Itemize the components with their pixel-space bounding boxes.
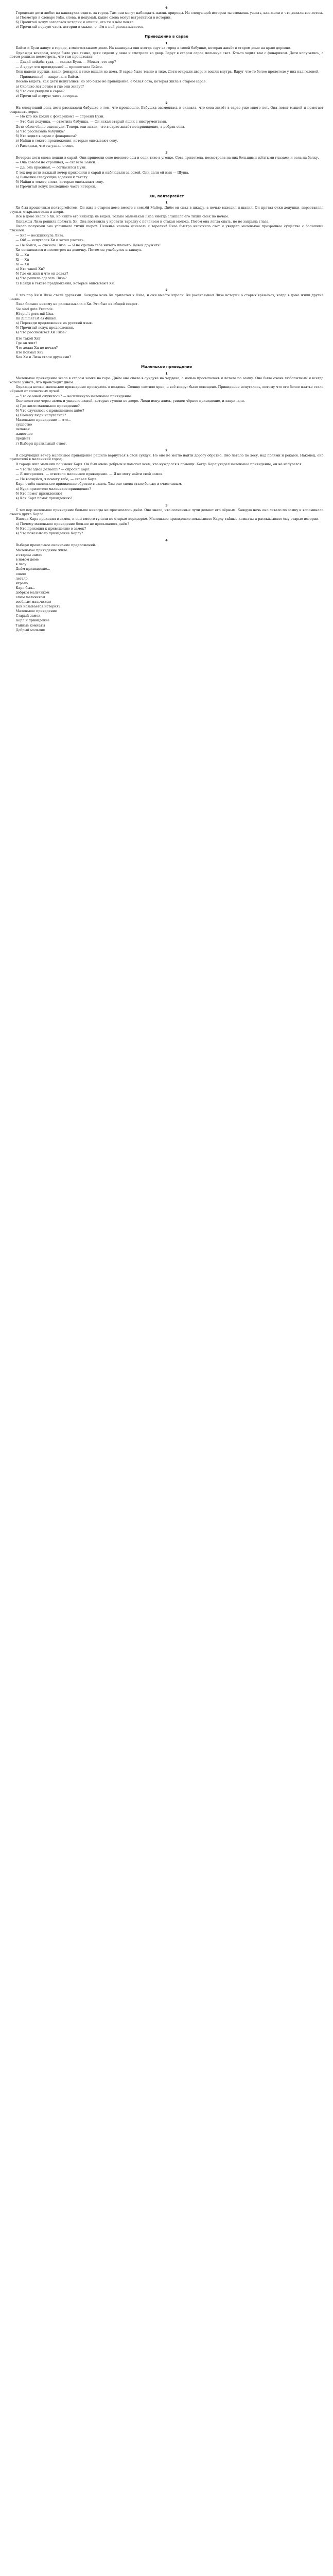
paragraph: Маленькое привидение жило в старом замке на горе. Днём оно спало в сундуке на чердаке, а ночью просыпалось и летало по замку. Оно было очень любопытным и всегда хотело узнать, что происходит днём. xyxy=(9,376,324,384)
paragraph: Около полуночи она услышала тихий шорох. Печенье начало исчезать с тарелки! Лиза быстро включила свет и увидела маленькое прозрачное существо с большими глазами. xyxy=(9,224,324,233)
list-item: Старый замок xyxy=(15,614,41,618)
task-item: а) Где жило маленькое привидение? xyxy=(15,403,80,408)
paragraph: На следующий день дети рассказали бабушке о том, что произошло. Бабушка засмеялась и сказала, что сова живёт в сарае уже много лет. Она ловит мышей и помогает сохранить зерно. xyxy=(9,106,324,114)
task-item: б) Прочитай вслух заголовок истории и опиши, что ты в нём понял. xyxy=(15,20,135,25)
question-item: Как Хи и Лиза стали друзьями? xyxy=(15,355,72,360)
list-item: Тайные комнаты xyxy=(15,623,45,628)
paragraph: Однажды вечером, когда было уже темно, дети сидели у окна и смотрели во двор. Вдруг в старом сарае мелькнул свет. Кто-то ходил там с фонариком. Дети испугались, а потом решили посмотреть, что там происходит. xyxy=(9,50,324,59)
task-item: а) Почему маленькое привидение больше не просыпалось днём? xyxy=(15,522,129,527)
part-number: 3 xyxy=(165,150,168,155)
paragraph: С тех пор Хи и Лиза стали друзьями. Каждую ночь Хи прилетал к Лизе, и они вместе играли. Хи рассказывал Лизе истории о старых временах, когда в доме жили другие люди. xyxy=(9,293,324,301)
list-item: в новом доме xyxy=(15,557,39,562)
part-number: 1 xyxy=(165,371,168,376)
task-item: Карл был… xyxy=(15,585,36,590)
paragraph: — Хи! — воскликнула Лиза. xyxy=(15,233,64,238)
paragraph: — Она совсем не страшная, — сказала Байси. xyxy=(15,160,96,165)
paragraph: Оно полетело через замок и увидело людей, которые гуляли во дворе. Люди испугались, увидев чёрное привидение, и закричали. xyxy=(15,399,245,403)
task-item: в) Как Карл помог привидению? xyxy=(15,496,73,501)
paragraph: Байси и Бузи живут в городе, в многоэтажном доме. На каникулы они всегда едут за город к своей бабушке, которая живёт в старом доме на краю деревни. xyxy=(15,46,292,50)
question-item: Где он жил? xyxy=(15,341,38,346)
paragraph: — Привидение! — закричала Байси. xyxy=(15,74,79,79)
list-item: играло xyxy=(15,581,28,585)
task-item: а) Посмотри в словаре Fabs, слова, и подумай, какие слова могут встретиться в истории. xyxy=(15,15,172,20)
paragraph: — Это был дедушка, — ответила бабушка. — Он искал старый ящик с инструментами. xyxy=(15,120,167,124)
task-item: б) Кто приходил к привидению в замок? xyxy=(15,527,86,531)
paragraph: Хи был крошечным полтергейстом. Он жил в старом доме вместе с семьёй Майер. Днём он спал в шкафу, а ночью выходил и шалил. Он прятал очки дедушки, переставлял стулья, открывал окна и двери. xyxy=(9,206,324,214)
task-item: а) Выполни следующие задания к тексту. xyxy=(15,175,89,180)
list-item: Sie sind gute Freunde. xyxy=(15,307,54,311)
list-item: весёлым мальчиком xyxy=(15,600,51,604)
task-item: Как называется история? xyxy=(15,604,61,609)
list-item: Добрый мальчик xyxy=(15,628,45,632)
list-item: спало xyxy=(15,571,26,576)
part-number: 4 xyxy=(165,538,168,543)
part-number: 2 xyxy=(165,288,168,293)
paragraph: Они надели куртки, взяли фонарик и тихо вышли из дома. В сарае было темно и тихо. Дети открыли дверь и вошли внутрь. Вдруг что-то белое пролетело у них над головой. xyxy=(15,70,320,74)
task-item: в) Что решила сделать Лиза? xyxy=(15,276,67,281)
paragraph: Лиза больше никому не рассказывала о Хи. Это был их общий секрет. xyxy=(15,301,139,306)
list-item: Hi spielt gern mit Lisa. xyxy=(15,311,55,316)
section-number: 6 xyxy=(165,6,168,10)
list-item: Xi — Хи xyxy=(15,262,29,267)
paragraph: Городские дети любят на каникулах ездить за город. Там они могут наблюдать жизнь природы. Из следующей истории ты сможешь узнать, как жили и что делали все летом. xyxy=(15,10,323,15)
list-item: Xi — Хи xyxy=(15,253,29,257)
task-item: Маленькое привидение жило… xyxy=(15,548,71,553)
list-item: Маленькое привидение — это… xyxy=(15,418,72,422)
task-item: а) Кто такой Хи? xyxy=(15,267,45,272)
paragraph: Однажды ночью маленькое привидение проснулось в полдень. Солнце светило ярко, и всё вокруг было освещено. Привидение испугалось, потому что его белое платье стало чёрным от солнечных лучей. xyxy=(9,385,324,394)
paragraph: — Не бойся, — сказала Лиза. — Я не сделаю тебе ничего плохого. Давай дружить! xyxy=(15,243,161,247)
task-item: а) Сколько лет детям и где они живут? xyxy=(15,84,84,89)
paragraph: В следующий вечер маленькое привидение решило вернуться в свой сундук. Но оно не могло найти дорогу обратно. Оно летало по лесу, над полями и реками. Наконец, оно прилетело в маленький город. xyxy=(9,453,324,462)
task-item: в) Почему люди испугались? xyxy=(15,413,66,417)
task-item: в) Прочитай первую часть истории и скажи, о чём в ней рассказывается. xyxy=(15,25,145,29)
task-item: в) Найди в тексте предложения, которые описывают сову. xyxy=(15,139,118,143)
paragraph: — Что со мной случилось? — воскликнуло маленькое привидение. xyxy=(15,394,132,398)
paragraph: — А вдруг это привидение? — прошептала Байси. xyxy=(15,64,103,69)
part-number: 3 xyxy=(165,503,168,507)
list-item: человек xyxy=(15,427,30,432)
paragraph: — Давай пойдём туда, — сказал Бузи. — Может, это вор? xyxy=(15,59,116,64)
part-number: 1 xyxy=(165,41,168,45)
list-item: животное xyxy=(15,432,33,436)
task-item: б) Кто помог привидению? xyxy=(15,492,63,496)
task-item: а) Куда прилетело маленькое привидение? xyxy=(15,486,91,491)
task-item: б) Прочитай вслух предложения. xyxy=(15,325,74,330)
question-item: Что делал Хи по ночам? xyxy=(15,346,58,350)
question-item: Кто такой Хи? xyxy=(15,336,41,341)
list-item: летало xyxy=(15,576,28,581)
paragraph: — Не волнуйся, я помогу тебе, — сказал Карл. xyxy=(15,477,98,481)
story-title: Хи, полтергейст xyxy=(149,193,184,198)
paragraph: Дети облегчённо вздохнули. Теперь они знали, что в сарае живёт не привидение, а добрая сова. xyxy=(15,124,185,129)
story-title: Приведение в сарае xyxy=(145,33,188,39)
paragraph: Все в доме знали о Хи, но никто его никогда не видел. Только маленькая Лиза иногда слышала его тихий смех по ночам. xyxy=(15,214,229,219)
task-item: в) Прочитай вслух последнюю часть истории. xyxy=(15,184,96,189)
task-item: г) Расскажи, что ты узнал о сове. xyxy=(15,143,75,148)
part-number: 1 xyxy=(165,200,168,205)
paragraph: — Я потерялось, — ответило маленькое привидение. — Я не могу найти свой замок. xyxy=(15,472,164,477)
list-item: в лесу xyxy=(15,562,27,567)
list-item: Карл и привидение xyxy=(15,618,50,623)
paragraph: Хи остановился и посмотрел на девочку. Потом он улыбнулся и кивнул. xyxy=(15,248,143,252)
task-item: в) Прочитай вторую часть истории. xyxy=(15,94,78,98)
list-item: существо xyxy=(15,422,32,427)
list-item: Xi — Хи xyxy=(15,258,29,262)
paragraph: Карл отвёл маленькое привидение обратно в замок. Там оно снова стало белым и счастливым. xyxy=(15,482,182,486)
task-item: а) Переведи предложения на русский язык. xyxy=(15,320,93,325)
list-item: Маленькое привидение xyxy=(15,609,57,614)
paragraph: — Да, она красивая, — согласился Бузи. xyxy=(15,165,87,170)
list-item: в старом замке xyxy=(15,553,43,557)
task-item: б) Что они увидели в сарае? xyxy=(15,89,65,93)
document-page xyxy=(10,0,324,640)
task-item: б) Найди в тексте слова, которые описывают сову. xyxy=(15,180,104,184)
list-item: предмет xyxy=(15,436,30,441)
task-item: б) Что случилось с привидением днём? xyxy=(15,408,84,413)
paragraph: — Что ты здесь делаешь? — спросил Карл. xyxy=(15,467,91,471)
list-item: добрым мальчиком xyxy=(15,590,49,595)
task-item: г) Выбери правильный ответ. xyxy=(15,441,67,446)
paragraph: Выбери правильное окончание предложений. xyxy=(15,543,96,548)
task-item: Днём привидение… xyxy=(15,567,50,571)
part-number: 2 xyxy=(165,448,168,453)
paragraph: Весело видеть, как дети испугались, но это было не привидение, а белая сова, которая жила в старом сарае. xyxy=(15,79,207,84)
task-item: б) Кто ходил в сарае с фонариком? xyxy=(15,134,77,139)
task-item: а) Что рассказала бабушка? xyxy=(15,129,65,134)
task-item: г) Найди в тексте предложения, которые описывают Хи. xyxy=(15,281,115,285)
paragraph: С тех пор маленькое привидение больше никогда не просыпалось днём. Оно знало, что солнечные лучи делают его чёрным. Каждую ночь оно летало по замку и вспоминало своего друга Карла. xyxy=(9,508,324,516)
paragraph: — Но кто же ходил с фонариком? — спросил Бузи. xyxy=(15,114,104,119)
paragraph: Иногда Карл приходил в замок, и они вместе гуляли по старым коридорам. Маленькое привидение показывало Карлу тайные комнаты и рассказывало ему старые истории. xyxy=(15,517,320,521)
list-item: Im Zimmer ist es dunkel. xyxy=(15,316,58,320)
part-number: 2 xyxy=(165,100,168,105)
paragraph: — Ой! — испугался Хи и хотел улететь. xyxy=(15,238,85,243)
paragraph: С тех пор дети каждый вечер приходили в сарай и наблюдали за совой. Они дали ей имя — Шуша. xyxy=(15,170,189,175)
task-item: в) Что рассказывал Хи Лизе? xyxy=(15,330,67,334)
paragraph: В городе жил мальчик по имени Карл. Он был очень добрым и помогал всем, кто нуждался в помощи. Когда Карл увидел маленькое привидение, он не испугался. xyxy=(15,462,303,466)
task-item: б) Где он жил и что он делал? xyxy=(15,272,68,276)
list-item: злым мальчиком xyxy=(15,595,45,599)
paragraph: Вечером дети снова пошли в сарай. Они принесли сове немного еды и сели тихо в уголке. Сова прилетела, посмотрела на них большими жёлтыми глазами и села на балку. xyxy=(15,155,319,160)
paragraph: Однажды Лиза решила поймать Хи. Она поставила у кровати тарелку с печеньем и стакан молока. Потом она легла спать, но не закрыла глаза. xyxy=(15,219,270,224)
story-title: Маленькое приведение xyxy=(141,364,192,369)
question-item: Кто поймал Хи? xyxy=(15,350,44,355)
task-item: в) Что показывало привидение Карлу? xyxy=(15,531,83,536)
